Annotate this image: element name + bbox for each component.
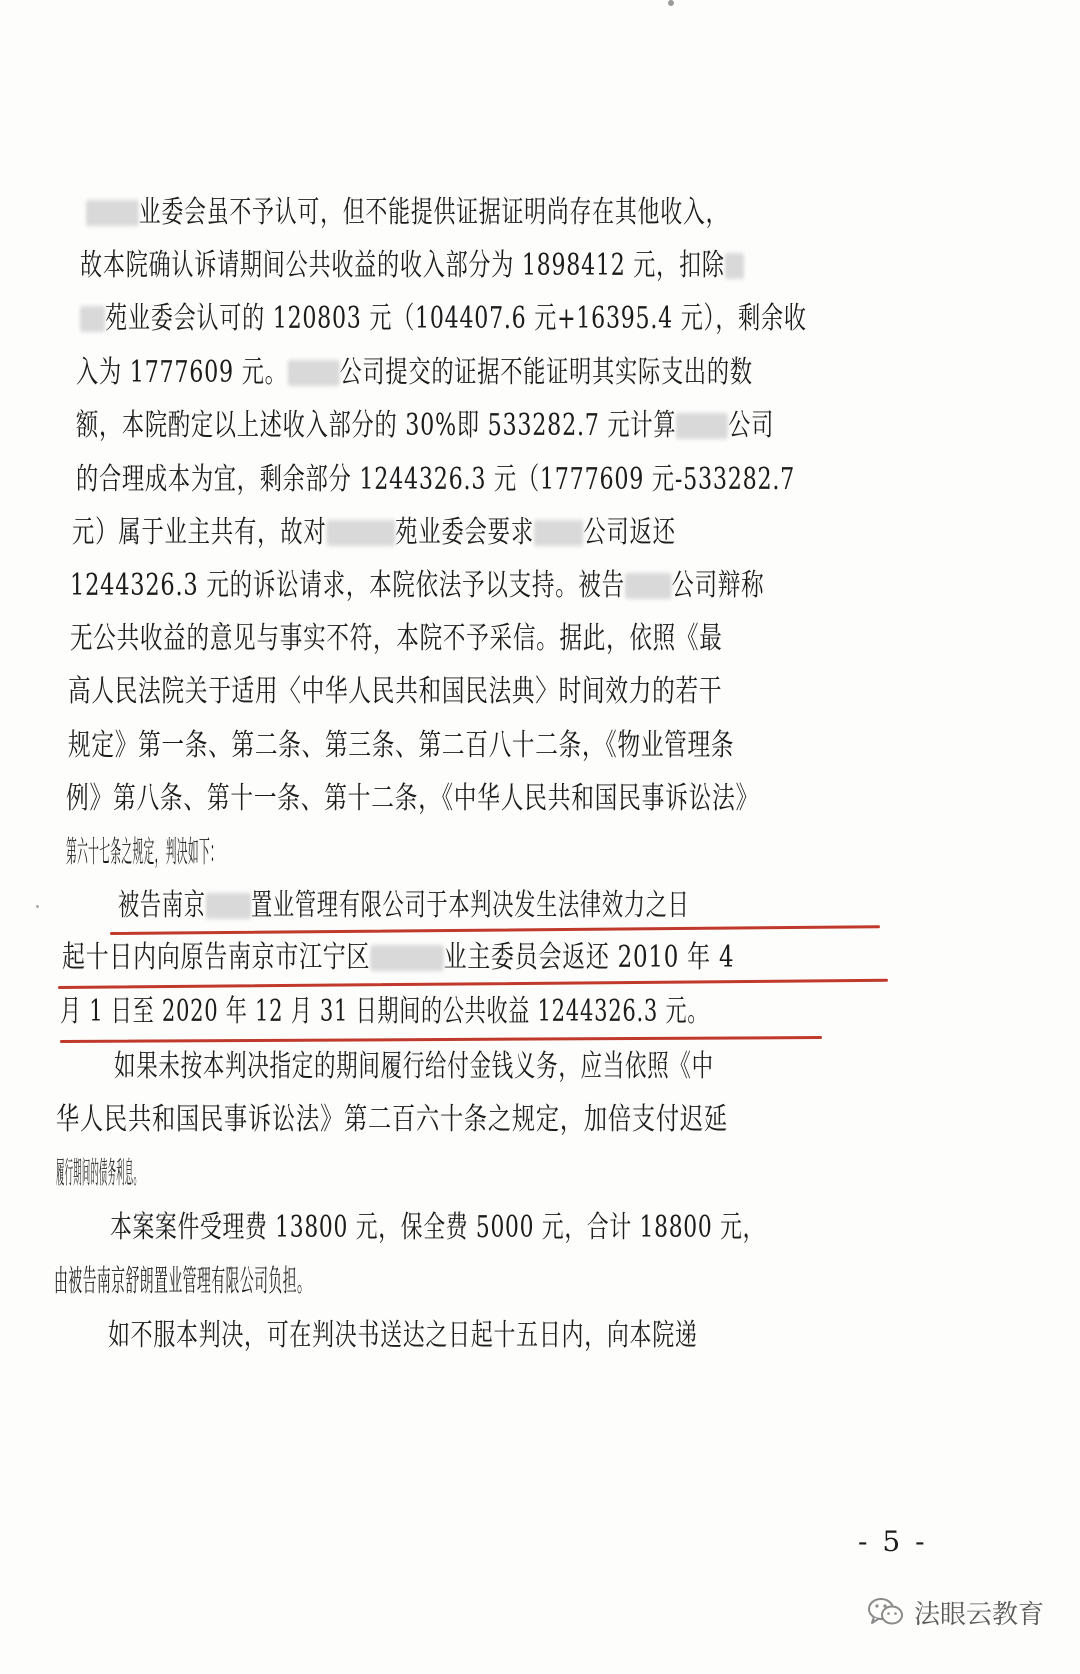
text-line: [66, 833, 452, 873]
scan-speck: [668, 0, 674, 6]
text-segment: 例》第八条、第十一条、第十二条，《中华人民共和国民事诉讼法》: [66, 781, 760, 816]
text-segment: 公司辩称: [671, 568, 765, 603]
text-segment: 故本院确认诉请期间公共收益的收入部分为 1898412 元，扣除: [80, 248, 725, 283]
text-segment: 如不服本判决，可在判决书送达之日起十五日内，向本院递: [108, 1318, 698, 1353]
text-line: [56, 1154, 356, 1194]
scan-speck: [36, 905, 39, 908]
wechat-logo-icon: [866, 1595, 906, 1629]
text-segment: 规定》第一条、第二条、第三条、第二百八十二条，《物业管理条: [68, 728, 735, 763]
text-line: [68, 672, 882, 712]
text-segment: 的合理成本为宜，剩余部分 1244326.3 元（1777609 元-533282.7: [76, 462, 796, 497]
text-segment: 公司返还: [583, 515, 676, 550]
text-line: [70, 619, 882, 659]
text-segment: 苑业委会认可的 120803 元（104407.6 元+16395.4 元），剩余收: [105, 301, 807, 336]
text-segment: 第六十七条之规定，判决如下：: [66, 835, 222, 870]
text-line: [76, 406, 876, 446]
redacted-name: [534, 520, 583, 546]
text-segment: 置业管理有限公司于本判决发生法律效力之日: [250, 888, 690, 923]
text-segment: 如果未按本判决指定的期间履行给付金钱义务，应当依照《中: [114, 1049, 714, 1084]
text-line: [54, 1262, 552, 1302]
highlight-underline: [58, 979, 888, 989]
text-line: [76, 353, 876, 393]
text-segment: 公司提交的证据不能证明其实际支出的数: [339, 355, 753, 390]
text-segment: 1244326.3 元的诉讼请求，本院依法予以支持。被告: [70, 568, 625, 603]
text-line: [80, 246, 876, 286]
redacted-name: [80, 306, 105, 332]
page-number: - 5 -: [858, 1525, 928, 1558]
redacted-name: [86, 200, 139, 226]
text-line: [86, 193, 876, 233]
text-line: [72, 513, 878, 553]
text-line: [66, 779, 884, 819]
text-segment: 额，本院酌定以上述收入部分的 30%即 533282.7 元计算: [76, 408, 677, 443]
text-segment: 高人民法院关于适用〈中华人民共和国民法典〉时间效力的若干: [68, 674, 723, 709]
redacted-name: [676, 413, 728, 439]
text-line: [60, 992, 820, 1032]
text-line: [62, 938, 888, 978]
text-segment: 业委会虽不予认可，但不能提供证据证明尚存在其他收入，: [138, 195, 729, 230]
text-line: [56, 1100, 892, 1140]
highlight-underline: [110, 925, 880, 935]
text-line: [108, 1316, 898, 1356]
text-line: [76, 460, 876, 500]
text-segment: 本案案件受理费 13800 元，保全费 5000 元，合计 18800 元，: [110, 1210, 766, 1245]
redacted-name: [206, 893, 251, 919]
text-line: [110, 1208, 894, 1248]
text-segment: 起十日内向原告南京市江宁区: [62, 940, 371, 975]
text-line: [114, 1047, 888, 1087]
text-segment: 由被告南京舒朗置业管理有限公司负担。: [54, 1264, 312, 1299]
text-segment: 无公共收益的意见与事实不符，本院不予采信。据此，依照《最: [70, 621, 723, 656]
text-segment: 公司: [728, 408, 775, 443]
redacted-name: [370, 945, 443, 971]
text-line: [70, 566, 880, 606]
text-segment: 入为 1777609 元。: [76, 355, 288, 390]
text-line: [80, 299, 876, 339]
text-segment: 履行期间的债务利息。: [56, 1156, 143, 1191]
text-segment: 苑业委会要求: [395, 515, 534, 550]
redacted-name: [625, 573, 672, 599]
text-segment: 华人民共和国民事诉讼法》第二百六十条之规定，加倍支付迟延: [56, 1102, 728, 1137]
text-segment: 元）属于业主共有，故对: [72, 515, 327, 550]
redacted-name: [725, 253, 744, 279]
text-segment: 被告南京: [118, 888, 206, 923]
redacted-name: [288, 360, 340, 386]
redacted-name: [326, 520, 395, 546]
text-line: [118, 886, 882, 926]
watermark: [866, 1592, 1044, 1632]
text-line: [68, 726, 882, 766]
watermark-text: 法眼云教育: [914, 1599, 1045, 1630]
text-segment: 月 1 日至 2020 年 12 月 31 日期间的公共收益 1244326.3 元。: [60, 994, 710, 1029]
highlight-underline: [60, 1036, 822, 1043]
text-segment: 业主委员会返还 2010 年 4: [443, 940, 735, 975]
